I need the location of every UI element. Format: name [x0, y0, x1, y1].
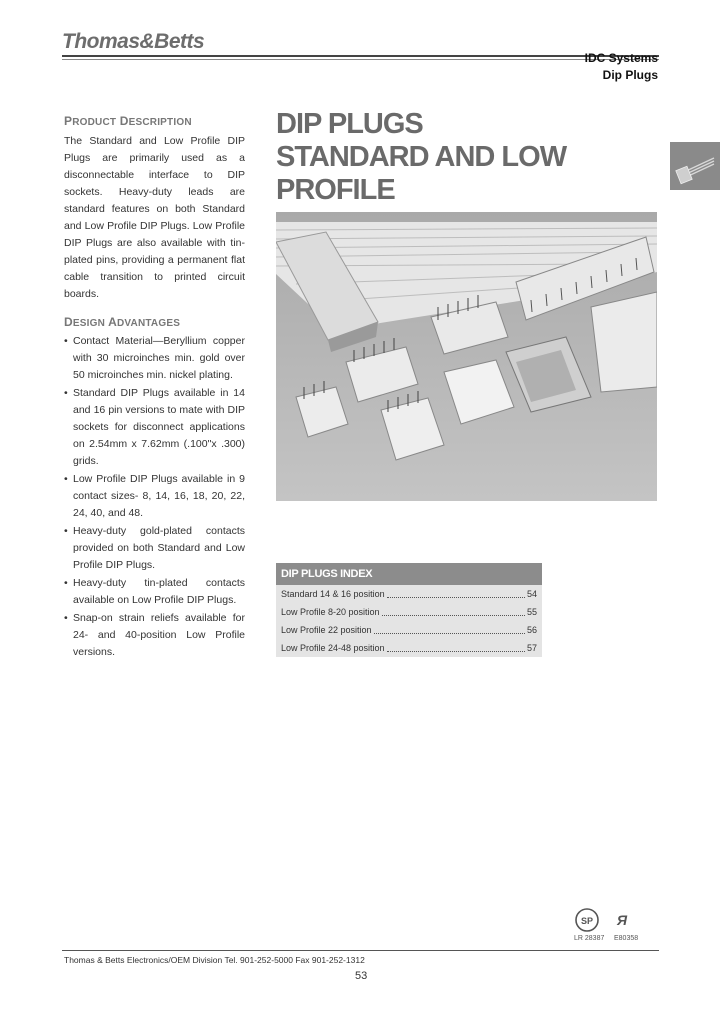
index-dot-leader	[374, 633, 525, 634]
dip-plugs-index	[276, 563, 542, 657]
index-dot-leader	[382, 615, 525, 616]
footer-contact: Thomas & Betts Electronics/OEM Division Tel. 901-252-5000 Fax 901-252-1312	[64, 955, 365, 965]
ribbon-cable-icon	[670, 142, 720, 190]
list-item: • Low Profile DIP Plugs available in 9 contact sizes- 8, 14, 16, 18, 20, 22, 24, 40, and 48.	[64, 471, 245, 522]
header-section-label	[585, 50, 658, 84]
title-line-2: STANDARD AND LOW	[276, 141, 567, 173]
dip-plugs-photo-illustration	[276, 212, 657, 501]
ul-recognized-mark-icon	[609, 907, 635, 938]
index-row[interactable]	[276, 639, 542, 657]
product-description-text: The Standard and Low Profile DIP Plugs are primarily used as a disconnectable interface to DIP sockets. Heavy-duty leads are standard features on both Standard and Low Profile DIP Plugs. Low Profile DIP Plugs are also available with tin-plated pins, providing a permanent flat cable transition to printed circuit boards.	[64, 135, 245, 300]
header-line-1: IDC Systems	[584, 51, 658, 65]
index-row-label: Standard 14 & 16 position	[281, 589, 385, 599]
design-advantages-list	[64, 333, 245, 662]
title-line-3: PROFILE	[276, 174, 395, 206]
list-item: • Heavy-duty gold-plated contacts provided on both Standard and Low Profile DIP Plugs.	[64, 523, 245, 574]
csa-file-number: LR 28387	[574, 935, 605, 942]
list-item: • Contact Material—Beryllium copper with 30 microinches min. gold over 50 microinches min. nickel plating.	[64, 333, 245, 384]
list-item: • Snap-on strain reliefs available for 24- and 40-position Low Profile versions.	[64, 610, 245, 661]
product-photo	[276, 212, 657, 501]
design-advantages-heading: DESIGN ADVANTAGES	[64, 315, 181, 329]
index-row-page: 56	[526, 625, 537, 635]
index-row[interactable]	[276, 603, 542, 621]
index-row-label: Low Profile 8-20 position	[281, 607, 380, 617]
header-rule	[62, 55, 659, 57]
index-row-page: 55	[526, 607, 537, 617]
index-row-page: 57	[526, 643, 537, 653]
index-row-label: Low Profile 22 position	[281, 625, 372, 635]
header-rule-thin	[62, 59, 659, 60]
thomas-betts-logo: Thomas&Betts	[62, 30, 205, 53]
index-dot-leader	[387, 597, 525, 598]
index-dot-leader	[387, 651, 525, 652]
svg-text:SP: SP	[580, 916, 594, 926]
product-description-heading: PRODUCT DESCRIPTION	[64, 114, 192, 128]
csa-mark-icon	[574, 907, 600, 938]
index-row-page: 54	[526, 589, 537, 599]
ul-file-number: E80358	[614, 935, 639, 942]
page-number: 53	[355, 970, 368, 982]
svg-text:Я: Я	[616, 912, 628, 928]
list-item: • Heavy-duty tin-plated contacts available on Low Profile DIP Plugs.	[64, 575, 245, 609]
index-row-label: Low Profile 24-48 position	[281, 643, 385, 653]
header-line-2: Dip Plugs	[602, 68, 658, 82]
section-thumb-tab	[670, 142, 720, 190]
index-row[interactable]	[276, 585, 542, 603]
index-title: DIP PLUGS INDEX	[276, 563, 542, 585]
title-line-1: DIP PLUGS	[276, 108, 423, 140]
index-row[interactable]	[276, 621, 542, 639]
footer-rule	[62, 950, 659, 951]
list-item: • Standard DIP Plugs available in 14 and 16 pin versions to mate with DIP sockets for disconnect applications on 2.54mm x 7.62mm (.100"x .300) grids.	[64, 385, 245, 470]
page-title	[276, 108, 566, 207]
